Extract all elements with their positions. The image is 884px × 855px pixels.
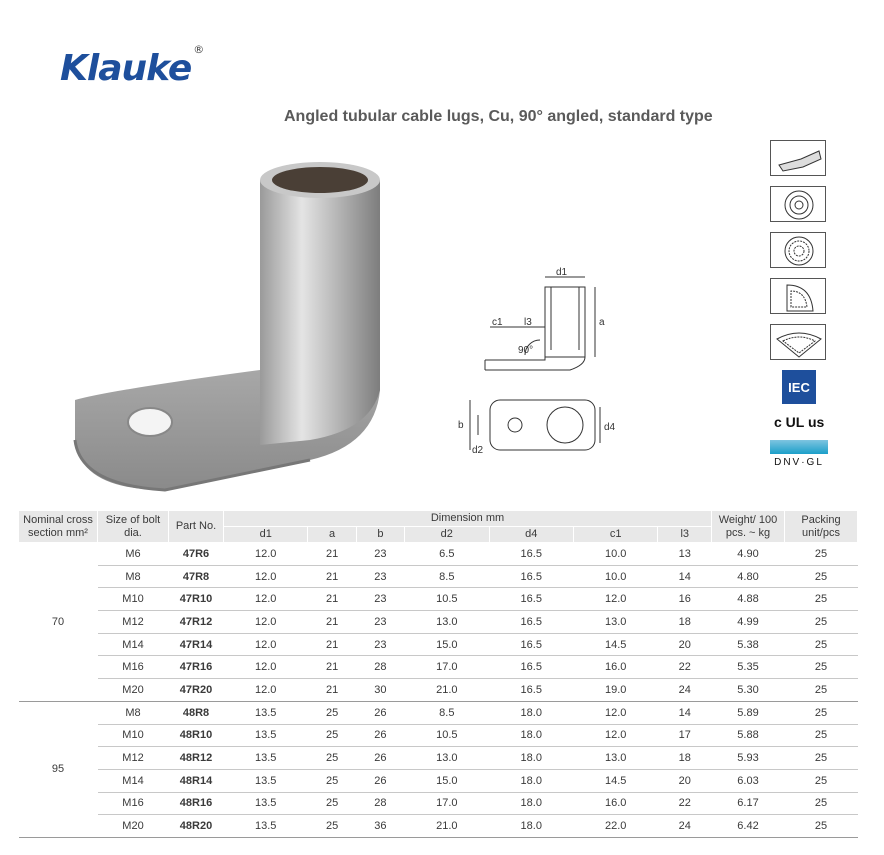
product-title: Angled tubular cable lugs, Cu, 90° angled, standard type xyxy=(284,108,713,125)
part-no-cell: 47R16 xyxy=(169,656,224,679)
registered-mark: ® xyxy=(193,43,204,56)
c1-cell: 13.0 xyxy=(574,747,658,770)
weight-cell: 4.90 xyxy=(712,543,785,566)
header-l3: l3 xyxy=(658,527,712,543)
l3-cell: 24 xyxy=(658,679,712,702)
label-b: b xyxy=(458,420,464,431)
packing-cell: 25 xyxy=(785,815,858,838)
a-cell: 21 xyxy=(308,679,356,702)
bolt-cell: M14 xyxy=(98,633,169,656)
c1-cell: 12.0 xyxy=(574,724,658,747)
d2-cell: 17.0 xyxy=(405,792,489,815)
header-bolt-size: Size of bolt dia. xyxy=(98,511,169,543)
ul-mark-icon: c UL us xyxy=(774,414,825,430)
sector-stranded-icon xyxy=(770,324,826,360)
b-cell: 26 xyxy=(356,724,404,747)
d2-cell: 21.0 xyxy=(405,679,489,702)
table-row xyxy=(19,724,858,747)
brand-name: Klauke xyxy=(60,48,192,89)
c1-cell: 12.0 xyxy=(574,701,658,724)
b-cell: 23 xyxy=(356,588,404,611)
cable-lug-photo xyxy=(70,140,400,500)
header-c1: c1 xyxy=(574,527,658,543)
weight-cell: 5.88 xyxy=(712,724,785,747)
d4-cell: 18.0 xyxy=(489,724,573,747)
cross-section-cell: 95 xyxy=(19,701,98,837)
bolt-cell: M20 xyxy=(98,679,169,702)
b-cell: 28 xyxy=(356,656,404,679)
d1-cell: 12.0 xyxy=(224,611,308,634)
b-cell: 26 xyxy=(356,747,404,770)
header-part-no: Part No. xyxy=(169,511,224,543)
a-cell: 21 xyxy=(308,656,356,679)
d2-cell: 6.5 xyxy=(405,543,489,566)
iec-mark-icon: IEC xyxy=(782,370,816,404)
weight-cell: 5.30 xyxy=(712,679,785,702)
d2-cell: 10.5 xyxy=(405,588,489,611)
weight-cell: 6.42 xyxy=(712,815,785,838)
b-cell: 30 xyxy=(356,679,404,702)
d2-cell: 13.0 xyxy=(405,747,489,770)
b-cell: 23 xyxy=(356,633,404,656)
side-icon-column xyxy=(770,140,828,468)
bolt-cell: M8 xyxy=(98,565,169,588)
table-row xyxy=(19,769,858,792)
table-row xyxy=(19,747,858,770)
d4-cell: 16.5 xyxy=(489,588,573,611)
dimension-drawing xyxy=(450,265,620,465)
d1-cell: 13.5 xyxy=(224,747,308,770)
c1-cell: 10.0 xyxy=(574,543,658,566)
label-l3: l3 xyxy=(524,317,532,328)
weight-cell: 5.93 xyxy=(712,747,785,770)
label-a: a xyxy=(599,317,605,328)
part-no-cell: 48R14 xyxy=(169,769,224,792)
a-cell: 21 xyxy=(308,588,356,611)
cable-lug-icon xyxy=(770,140,826,176)
c1-cell: 13.0 xyxy=(574,611,658,634)
header-b: b xyxy=(356,527,404,543)
packing-cell: 25 xyxy=(785,588,858,611)
weight-cell: 5.35 xyxy=(712,656,785,679)
l3-cell: 13 xyxy=(658,543,712,566)
d2-cell: 13.0 xyxy=(405,611,489,634)
dnv-gl-icon xyxy=(770,440,828,468)
d2-cell: 8.5 xyxy=(405,701,489,724)
packing-cell: 25 xyxy=(785,747,858,770)
packing-cell: 25 xyxy=(785,792,858,815)
d4-cell: 16.5 xyxy=(489,543,573,566)
header-packing: Packing unit/pcs xyxy=(785,511,858,543)
d1-cell: 12.0 xyxy=(224,656,308,679)
weight-cell: 5.89 xyxy=(712,701,785,724)
table-row xyxy=(19,633,858,656)
a-cell: 25 xyxy=(308,815,356,838)
part-no-cell: 47R8 xyxy=(169,565,224,588)
bolt-cell: M16 xyxy=(98,792,169,815)
packing-cell: 25 xyxy=(785,701,858,724)
table-row xyxy=(19,611,858,634)
part-no-cell: 48R8 xyxy=(169,701,224,724)
d4-cell: 18.0 xyxy=(489,792,573,815)
bolt-cell: M10 xyxy=(98,588,169,611)
d2-cell: 17.0 xyxy=(405,656,489,679)
weight-cell: 6.03 xyxy=(712,769,785,792)
bolt-cell: M14 xyxy=(98,769,169,792)
bolt-cell: M6 xyxy=(98,543,169,566)
c1-cell: 14.5 xyxy=(574,633,658,656)
header-cross-section: Nominal cross section mm² xyxy=(19,511,98,543)
klauke-logo xyxy=(60,43,204,89)
l3-cell: 14 xyxy=(658,565,712,588)
header-a: a xyxy=(308,527,356,543)
d4-cell: 16.5 xyxy=(489,656,573,679)
d1-cell: 12.0 xyxy=(224,543,308,566)
packing-cell: 25 xyxy=(785,543,858,566)
weight-cell: 4.88 xyxy=(712,588,785,611)
d4-cell: 16.5 xyxy=(489,611,573,634)
weight-cell: 4.99 xyxy=(712,611,785,634)
d4-cell: 16.5 xyxy=(489,565,573,588)
d1-cell: 12.0 xyxy=(224,565,308,588)
a-cell: 21 xyxy=(308,565,356,588)
a-cell: 25 xyxy=(308,701,356,724)
part-no-cell: 48R16 xyxy=(169,792,224,815)
header-d1: d1 xyxy=(224,527,308,543)
dnv-gl-label: DNV·GL xyxy=(774,457,824,468)
part-no-cell: 47R12 xyxy=(169,611,224,634)
d4-cell: 18.0 xyxy=(489,769,573,792)
d2-cell: 15.0 xyxy=(405,633,489,656)
part-no-cell: 48R12 xyxy=(169,747,224,770)
header-dimension: Dimension mm xyxy=(224,511,712,527)
table-row xyxy=(19,656,858,679)
packing-cell: 25 xyxy=(785,565,858,588)
part-no-cell: 48R10 xyxy=(169,724,224,747)
bolt-cell: M10 xyxy=(98,724,169,747)
a-cell: 25 xyxy=(308,792,356,815)
packing-cell: 25 xyxy=(785,724,858,747)
l3-cell: 20 xyxy=(658,633,712,656)
a-cell: 25 xyxy=(308,769,356,792)
table-row xyxy=(19,588,858,611)
b-cell: 23 xyxy=(356,565,404,588)
header-weight: Weight/ 100 pcs. ~ kg xyxy=(712,511,785,543)
d2-cell: 10.5 xyxy=(405,724,489,747)
part-no-cell: 47R6 xyxy=(169,543,224,566)
l3-cell: 18 xyxy=(658,611,712,634)
label-c1: c1 xyxy=(492,317,503,328)
sector-conductor-icon xyxy=(770,278,826,314)
d1-cell: 13.5 xyxy=(224,792,308,815)
l3-cell: 18 xyxy=(658,747,712,770)
weight-cell: 6.17 xyxy=(712,792,785,815)
bolt-cell: M12 xyxy=(98,611,169,634)
l3-cell: 22 xyxy=(658,656,712,679)
bolt-cell: M12 xyxy=(98,747,169,770)
part-no-cell: 47R10 xyxy=(169,588,224,611)
a-cell: 21 xyxy=(308,611,356,634)
table-row xyxy=(19,565,858,588)
c1-cell: 16.0 xyxy=(574,656,658,679)
a-cell: 21 xyxy=(308,543,356,566)
d4-cell: 18.0 xyxy=(489,747,573,770)
d1-cell: 12.0 xyxy=(224,588,308,611)
d1-cell: 12.0 xyxy=(224,679,308,702)
l3-cell: 22 xyxy=(658,792,712,815)
bolt-cell: M16 xyxy=(98,656,169,679)
label-d2: d2 xyxy=(472,445,484,456)
d4-cell: 18.0 xyxy=(489,815,573,838)
c1-cell: 12.0 xyxy=(574,588,658,611)
packing-cell: 25 xyxy=(785,656,858,679)
spec-table xyxy=(18,510,858,838)
bolt-cell: M20 xyxy=(98,815,169,838)
table-row xyxy=(19,543,858,566)
part-no-cell: 48R20 xyxy=(169,815,224,838)
label-d4: d4 xyxy=(604,422,616,433)
d4-cell: 16.5 xyxy=(489,633,573,656)
d1-cell: 13.5 xyxy=(224,815,308,838)
packing-cell: 25 xyxy=(785,611,858,634)
d1-cell: 12.0 xyxy=(224,633,308,656)
table-row xyxy=(19,815,858,838)
c1-cell: 22.0 xyxy=(574,815,658,838)
d1-cell: 13.5 xyxy=(224,724,308,747)
l3-cell: 16 xyxy=(658,588,712,611)
b-cell: 36 xyxy=(356,815,404,838)
bolt-cell: M8 xyxy=(98,701,169,724)
l3-cell: 14 xyxy=(658,701,712,724)
c1-cell: 10.0 xyxy=(574,565,658,588)
d1-cell: 13.5 xyxy=(224,701,308,724)
l3-cell: 17 xyxy=(658,724,712,747)
cross-section-cell: 70 xyxy=(19,543,98,702)
l3-cell: 24 xyxy=(658,815,712,838)
d4-cell: 16.5 xyxy=(489,679,573,702)
b-cell: 26 xyxy=(356,701,404,724)
b-cell: 28 xyxy=(356,792,404,815)
table-row xyxy=(19,679,858,702)
label-d1: d1 xyxy=(556,267,568,278)
label-angle: 90° xyxy=(518,345,534,356)
b-cell: 23 xyxy=(356,543,404,566)
b-cell: 23 xyxy=(356,611,404,634)
header-d2: d2 xyxy=(405,527,489,543)
header-d4: d4 xyxy=(489,527,573,543)
stranded-conductor-icon xyxy=(770,186,826,222)
a-cell: 25 xyxy=(308,747,356,770)
c1-cell: 14.5 xyxy=(574,769,658,792)
d1-cell: 13.5 xyxy=(224,769,308,792)
d4-cell: 18.0 xyxy=(489,701,573,724)
table-row xyxy=(19,701,858,724)
d2-cell: 21.0 xyxy=(405,815,489,838)
dnv-gl-bar xyxy=(770,440,828,454)
c1-cell: 19.0 xyxy=(574,679,658,702)
a-cell: 21 xyxy=(308,633,356,656)
packing-cell: 25 xyxy=(785,679,858,702)
packing-cell: 25 xyxy=(785,633,858,656)
d2-cell: 8.5 xyxy=(405,565,489,588)
weight-cell: 4.80 xyxy=(712,565,785,588)
l3-cell: 20 xyxy=(658,769,712,792)
c1-cell: 16.0 xyxy=(574,792,658,815)
weight-cell: 5.38 xyxy=(712,633,785,656)
a-cell: 25 xyxy=(308,724,356,747)
d2-cell: 15.0 xyxy=(405,769,489,792)
b-cell: 26 xyxy=(356,769,404,792)
part-no-cell: 47R20 xyxy=(169,679,224,702)
part-no-cell: 47R14 xyxy=(169,633,224,656)
table-row xyxy=(19,792,858,815)
fine-stranded-conductor-icon xyxy=(770,232,826,268)
packing-cell: 25 xyxy=(785,769,858,792)
